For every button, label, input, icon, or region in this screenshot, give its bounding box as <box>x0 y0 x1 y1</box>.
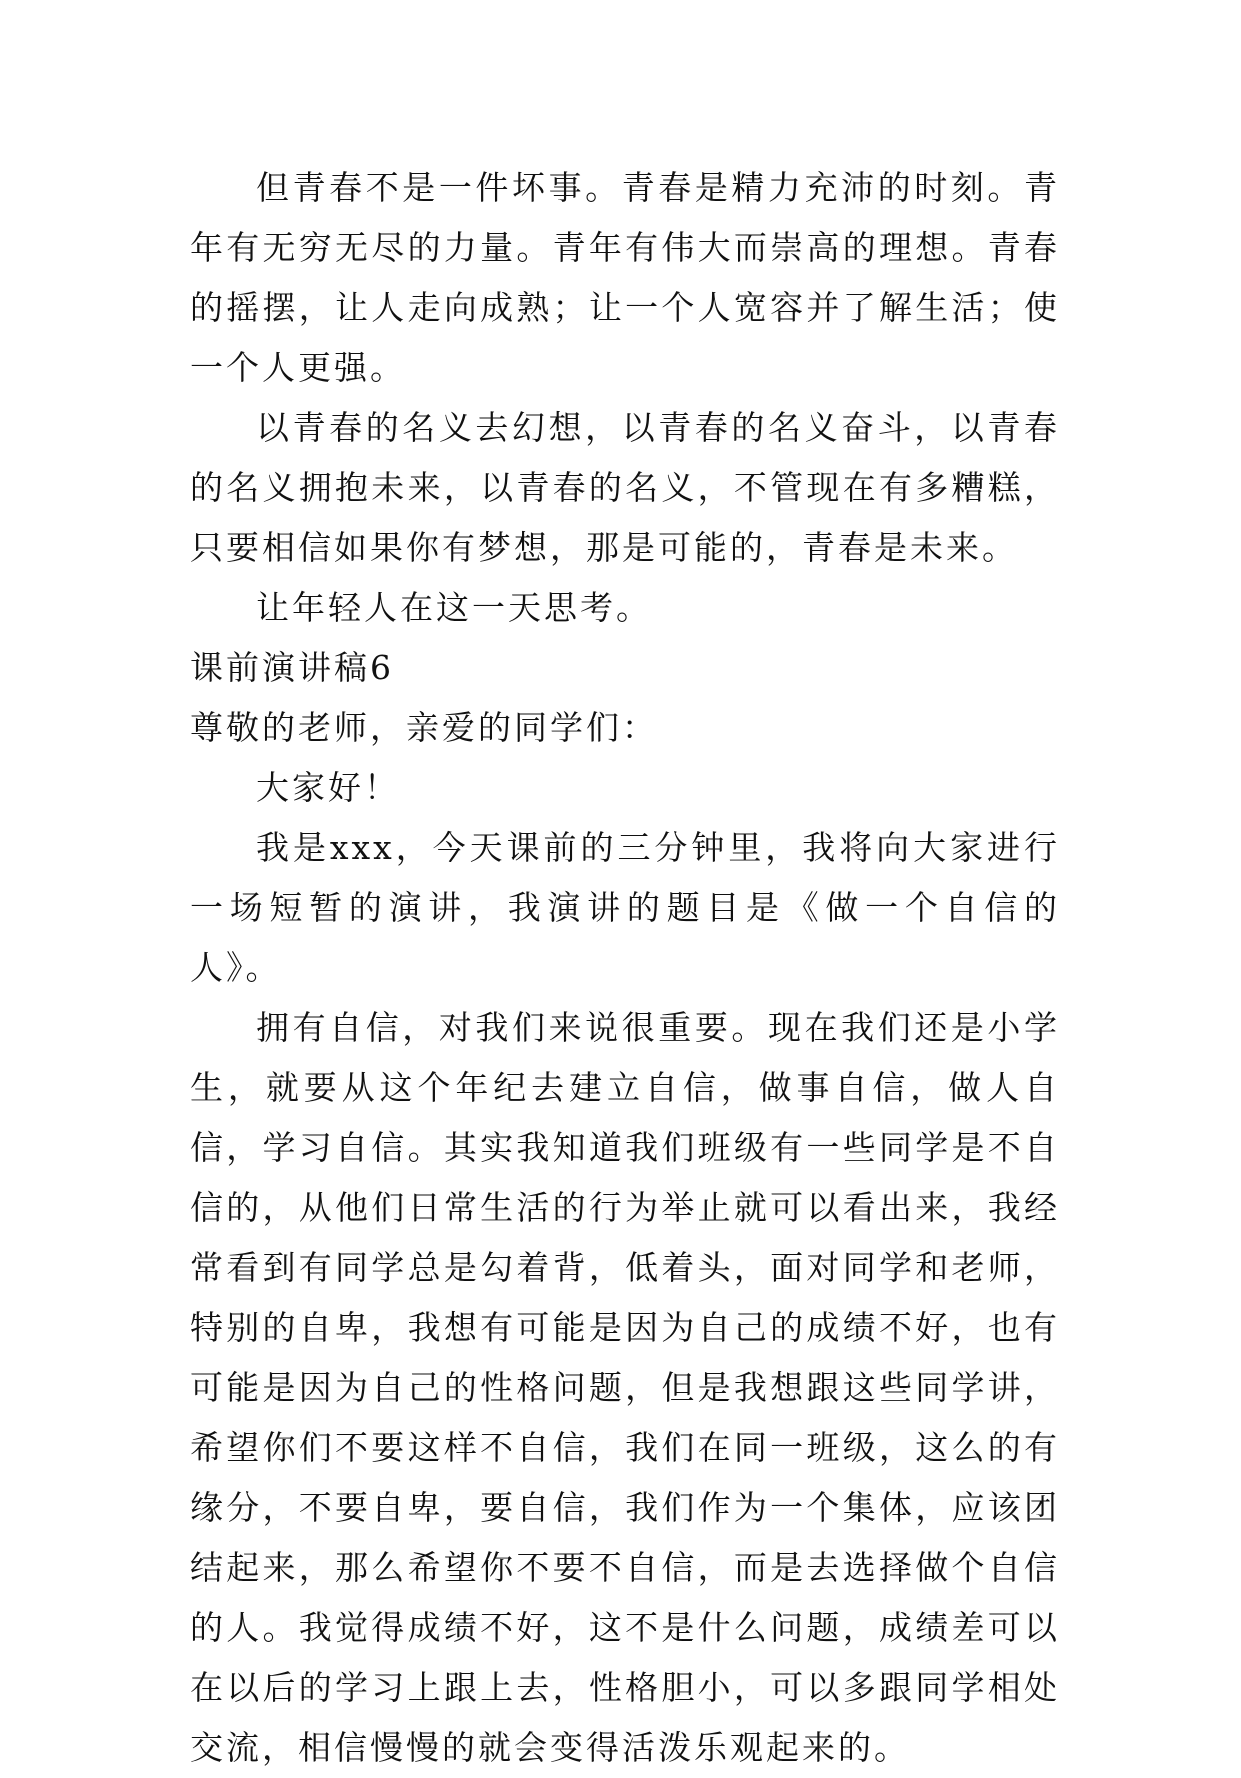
section-title: 课前演讲稿6 <box>190 648 394 687</box>
greeting: 大家好！ <box>256 768 400 807</box>
paragraph-introduction: 我是xxx，今天课前的三分钟里，我将向大家进行一场短暂的演讲，我演讲的题目是《做一个自信的人》。 <box>190 828 1060 987</box>
paragraph-confidence: 拥有自信，对我们来说很重要。现在我们还是小学生，就要从这个年纪去建立自信，做事自信，做人自信，学习自信。其实我知道我们班级有一些同学是不自信的，从他们日常生活的行为举止就可以看出来，我经常看到有同学总是勾着背，低着头，面对同学和老师，特别的自卑，我想有可能是因为自己的成绩不好，也有可能是因为自己的性格问题，但是我想跟这些同学讲，希望你们不要这样不自信，我们在同一班级，这么的有缘分，不要自卑，要自信，我们作为一个集体，应该团结起来，那么希望你不要不自信，而是去选择做个自信的人。我觉得成绩不好，这不是什么问题，成绩差可以在以后的学习上跟上去，性格胆小，可以多跟同学相处交流，相信慢慢的就会变得活泼乐观起来的。 <box>190 1008 1060 1767</box>
paragraph-youth-not-bad: 但青春不是一件坏事。青春是精力充沛的时刻。青年有无穷无尽的力量。青年有伟大而崇高的理想。青春的摇摆，让人走向成熟；让一个人宽容并了解生活；使一个人更强。 <box>190 168 1060 387</box>
paragraph-in-name-of-youth: 以青春的名义去幻想，以青春的名义奋斗，以青春的名义拥抱未来，以青春的名义，不管现在有多糟糕，只要相信如果你有梦想，那是可能的，青春是未来。 <box>190 408 1060 567</box>
document-body <box>190 158 1060 1778</box>
salutation: 尊敬的老师，亲爱的同学们： <box>190 708 658 747</box>
paragraph-let-young-think: 让年轻人在这一天思考。 <box>256 588 652 627</box>
